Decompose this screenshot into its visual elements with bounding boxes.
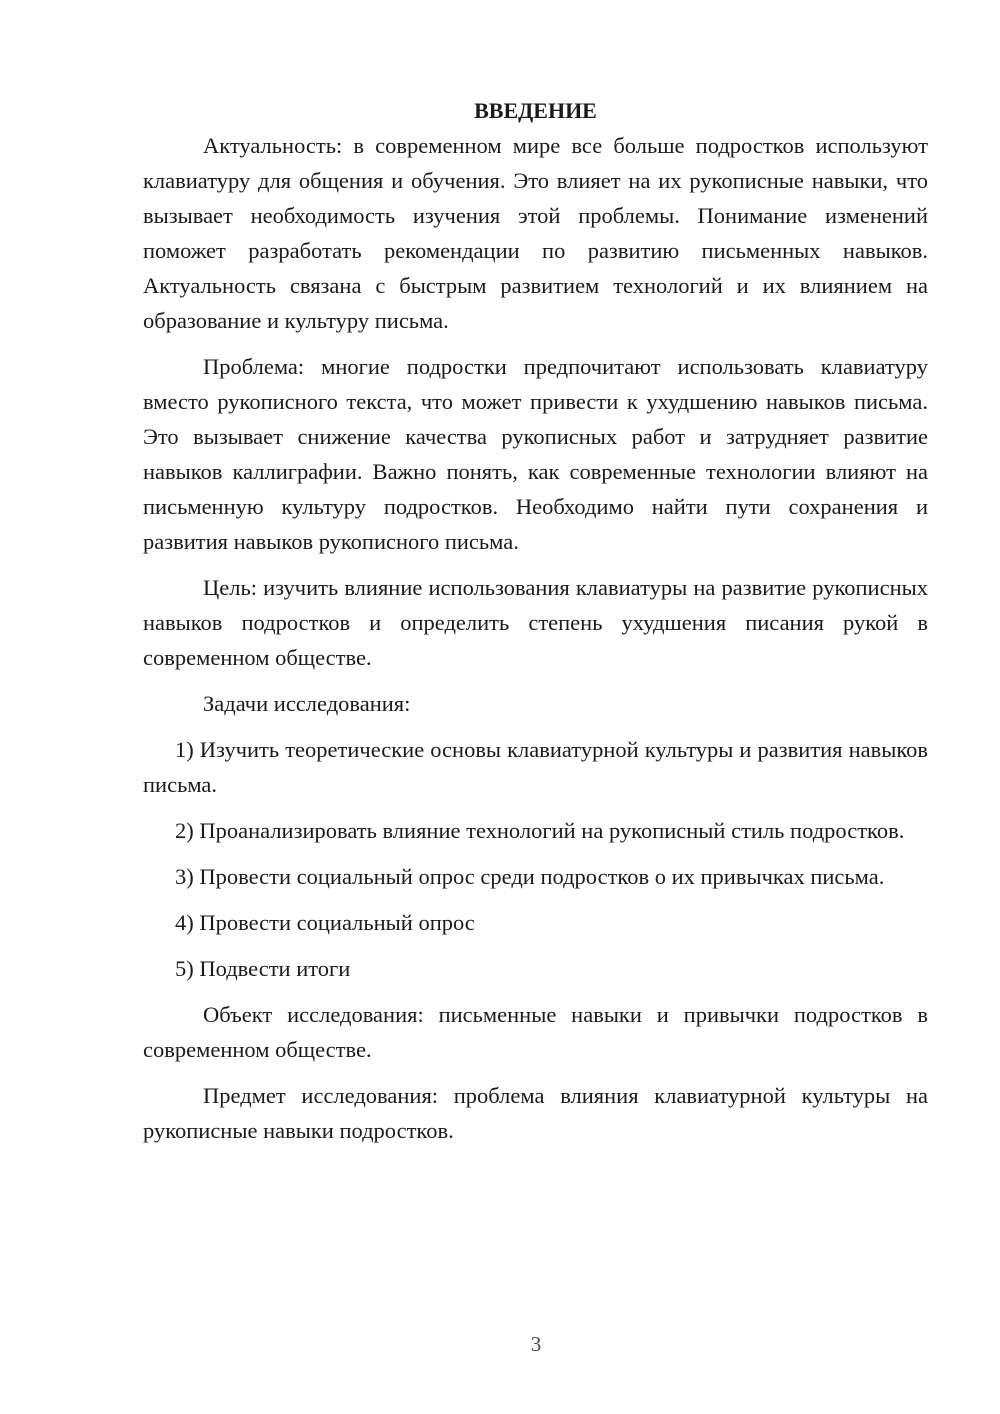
relevance-paragraph: Актуальность: в современном мире все больше подростков используют клавиатуру для общения и обучения. Это влияет на их рукописные навыки, что вызывает необходимость изучения этой проблемы. Понимание изменений поможет разработать рекомендации по развитию письменных навыков. Актуальность связана с быстрым развитием технологий и их влиянием на образование и культуру письма. <box>143 133 928 333</box>
section-heading: ВВЕДЕНИЕ <box>474 98 597 123</box>
problem-paragraph: Проблема: многие подростки предпочитают использовать клавиатуру вместо рукописного текста, что может привести к ухудшению навыков письма. Это вызывает снижение качества рукописных работ и затрудняет развитие навыков каллиграфии. Важно понять, как современные технологии влияют на письменную культуру подростков. Необходимо найти пути сохранения и развития навыков рукописного письма. <box>143 354 928 554</box>
object-paragraph: Объект исследования: письменные навыки и привычки подростков в современном обществе. <box>143 1002 928 1062</box>
task-item-4: 4) Провести социальный опрос <box>175 910 475 935</box>
tasks-title: Задачи исследования: <box>203 691 411 716</box>
task-item-2: 2) Проанализировать влияние технологий на рукописный стиль подростков. <box>175 818 905 843</box>
subject-paragraph: Предмет исследования: проблема влияния клавиатурной культуры на рукописные навыки подростков. <box>143 1083 928 1143</box>
document-body <box>143 93 928 1148</box>
task-item-5: 5) Подвести итоги <box>175 956 351 981</box>
task-item-3: 3) Провести социальный опрос среди подростков о их привычках письма. <box>175 864 885 889</box>
goal-paragraph: Цель: изучить влияние использования клавиатуры на развитие рукописных навыков подростков и определить степень ухудшения писания рукой в современном обществе. <box>143 575 928 670</box>
page-number: 3 <box>530 1332 542 1356</box>
task-item-1: 1) Изучить теоретические основы клавиатурной культуры и развития навыков письма. <box>143 737 928 797</box>
